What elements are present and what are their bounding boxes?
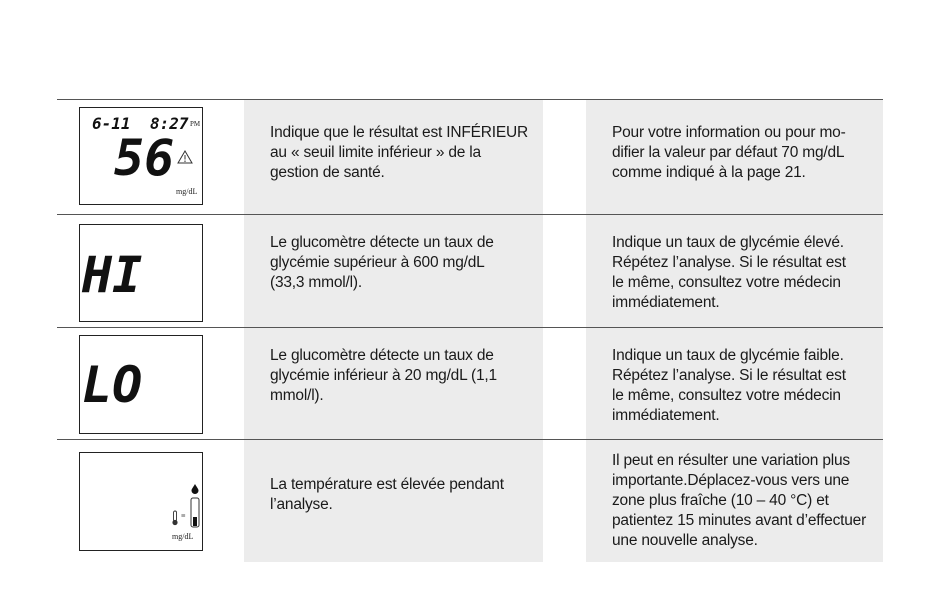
table-row — [57, 215, 883, 328]
table-row — [57, 100, 883, 215]
display-code-hi: HI — [82, 246, 143, 304]
meter-display-low-result — [79, 107, 203, 205]
display-code-lo: LO — [82, 356, 143, 414]
display-ampm: PM — [190, 120, 201, 128]
display-glucose-value: 56 — [114, 129, 175, 187]
display-date: 6-11 — [92, 114, 131, 133]
meter-display-temperature — [79, 452, 203, 551]
meaning-text: Le glucomètre détecte un taux de glycémie inférieur à 20 mg/dL (1,1 mmol/l). — [270, 347, 497, 404]
table-row — [57, 328, 883, 440]
table-row — [57, 440, 883, 562]
meter-display-lo — [79, 335, 203, 434]
meaning-text: Le glucomètre détecte un taux de glycémie supérieur à 600 mg/dL (33,3 mmol/l). — [270, 234, 494, 291]
meaning-text: Indique que le résultat est INFÉRIEUR au « seuil limite inférieur » de la gestion de santé. — [270, 124, 528, 181]
meaning-text: La température est élevée pendant l’analyse. — [270, 476, 504, 513]
meter-display-hi — [79, 224, 203, 322]
blood-drop-icon — [191, 484, 199, 494]
display-unit: mg/dL — [172, 532, 194, 541]
thermometer-bars: ≡ — [181, 511, 186, 520]
action-text: Indique un taux de glycémie élevé. Répétez l’analyse. Si le résultat est le même, consultez votre médecin immédiatement. — [612, 234, 846, 311]
warning-triangle-icon — [177, 150, 193, 164]
action-text: Il peut en résulter une variation plus importante.Déplacez-vous vers une zone plus fraîche (10 – 40 °C) et patientez 15 minutes avant d’effectuer une nouvelle analyse. — [612, 452, 867, 549]
display-time: 8:27 — [150, 114, 189, 133]
thermometer-icon — [171, 510, 179, 526]
display-unit: mg/dL — [176, 187, 198, 196]
action-text: Pour votre information ou pour mo- difier la valeur par défaut 70 mg/dL comme indiqué à la page 21. — [612, 124, 846, 181]
test-strip-icon — [190, 497, 200, 529]
action-text: Indique un taux de glycémie faible. Répétez l’analyse. Si le résultat est le même, consultez votre médecin immédiatement. — [612, 347, 846, 424]
